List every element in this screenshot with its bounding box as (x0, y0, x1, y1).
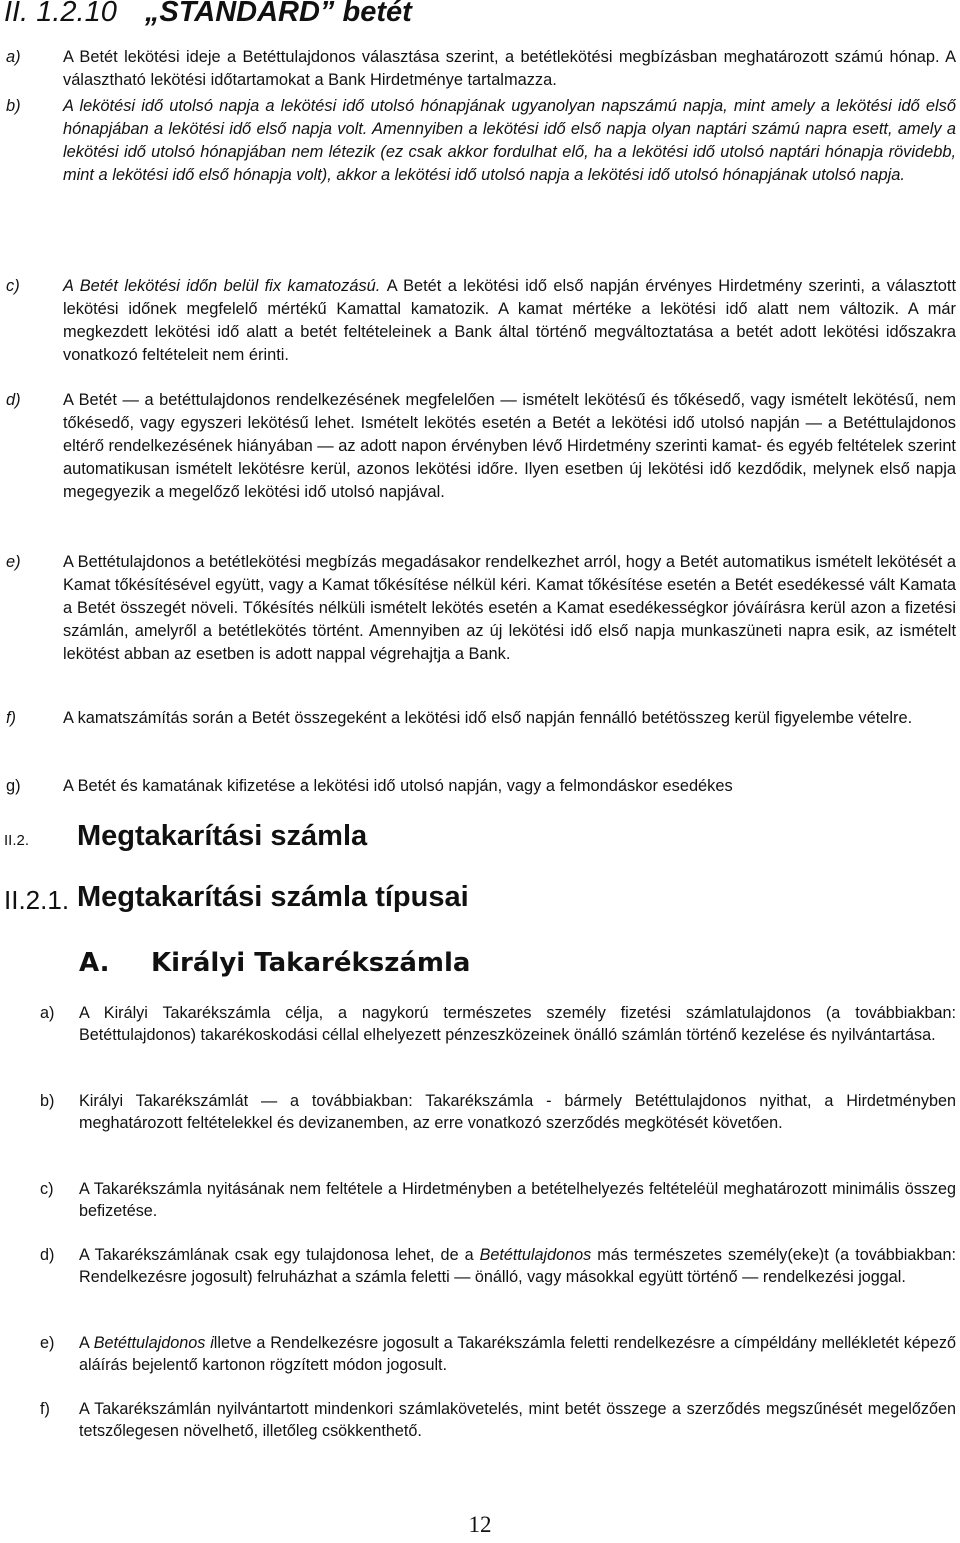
item-text: A Betét lekötési ideje a Betéttulajdonos választása szerint, a betétlekötési megbízásban meghatározott számú hónap. A választható lekötési időtartamokat a Bank Hirdetménye tartalmazza. (63, 48, 956, 89)
list-item (0, 1332, 960, 1398)
account-type-name: Királyi Takarékszámla (151, 948, 471, 978)
item-text: A Bettétulajdonos a betétlekötési megbízás megadásakor rendelkezhet arról, hogy a Betét automatikus ismételt lekötését a Kamat tőkésítésével együtt, vagy a Kamat tőkésítése nélkül kéri. Kamat tőkésítése esetén a Betét esedékessé vált Kamata a Betét összegét növeli. Tőkésítés nélküli ismételt lekötés esetén a Kamat esedékességkor jóváírásra kerül azon a fizetési számlán, amelyről a betétlekötés történt. Amennyiben az új lekötési idő első napja munkaszüneti napra esik, az ismételt lekötést abban az esetben is adott nappal végrehajtja a Bank. (63, 553, 956, 663)
item-text: A Betét ― a betéttulajdonos rendelkezésének megfelelően ― ismételt lekötésű és tőkésedő, vagy ismételt lekötésű, nem tőkésedő, vagy egyszeri lekötésű lehet. Ismételt lekötés esetén a Betét a lekötési idő utolsó napján ― a Betéttulajdonos eltérő rendelkezésének hiányában ― az adott napon érvényben lévő Hirdetmény szerinti kamat- és egyéb feltételek szerint automatikusan ismételt lekötésre kerül, azonos lekötési időre. Ilyen esetben új lekötési idő kezdődik, melynek első napja megegyezik a megelőző lekötési idő utolsó napjával. (63, 391, 956, 501)
item-label: b) (40, 1092, 55, 1110)
title-number: II. 1.2.10 (4, 0, 117, 28)
page-number: 12 (468, 1512, 492, 1537)
list-item (0, 1178, 960, 1244)
item-label: c) (6, 277, 20, 295)
item-label: f) (6, 709, 17, 727)
item-label: e) (6, 553, 21, 571)
item-text-part: más természetes személy(eke)t (a továbbiakban: Rendelkezésre jogosult) felruházhat a számla feletti ― önálló, vagy másokkal együtt történő ― rendelkezési joggal. (79, 1246, 956, 1286)
account-type-heading (79, 948, 470, 978)
savings-account-terms (0, 1002, 960, 1448)
list-item (0, 46, 960, 95)
item-label: d) (40, 1246, 55, 1264)
item-label: e) (40, 1334, 55, 1352)
list-item (0, 551, 960, 707)
list-item (0, 389, 960, 551)
item-label: a) (40, 1004, 55, 1022)
item-text-rest: A Betét a lekötési idő első napján érvényes Hirdetmény szerinti, a választott lekötési időnek megfelelő mértékű Kamattal kamatozik. A kamat mértéke a lekötési idő alatt nem változik. A már megkezdett lekötési idő alatt a betét feltételeinek a Bank által történő megváltoztatása a betét adott lekötési időszakra vonatkozó feltételeit nem érinti. (63, 277, 956, 364)
item-text-part: A (79, 1334, 94, 1352)
item-text-italic: A Betét lekötési időn belül fix kamatozású. (63, 277, 381, 295)
item-label: f) (40, 1400, 50, 1418)
item-label: b) (6, 97, 21, 115)
item-text-italic: Betéttulajdonos (479, 1246, 592, 1264)
item-text (63, 275, 956, 367)
item-text-italic: Betéttulajdonos i (93, 1334, 214, 1352)
list-item (0, 1002, 960, 1090)
item-text: A Takarékszámla nyitásának nem feltétele a Hirdetményben a betételhelyezés feltételéül meghatározott minimális összeg befizetése. (79, 1180, 956, 1220)
item-text (79, 1244, 956, 1288)
subsection-name: Megtakarítási számla típusai (77, 881, 469, 913)
list-item (0, 707, 960, 775)
list-item (0, 1398, 960, 1448)
section-number: II.2. (4, 832, 30, 849)
standard-deposit-terms (0, 46, 960, 805)
item-label: a) (6, 48, 21, 66)
list-item (0, 275, 960, 389)
item-text-part: A Takarékszámlának csak egy tulajdonosa lehet, de a (79, 1246, 480, 1264)
subsection-number: II.2.1. (4, 885, 70, 915)
item-label: c) (40, 1180, 54, 1198)
section-name: Megtakarítási számla (77, 820, 368, 852)
item-text-part: lletve a Rendelkezésre jogosult a Takarékszámla feletti rendelkezésre a címpéldány mellékletét képező aláírás bejelentő kartonon rögzített módon jogosult. (79, 1334, 956, 1374)
item-label: d) (6, 391, 21, 409)
item-text: A Királyi Takarékszámla célja, a nagykorú természetes személy fizetési számlatulajdonos (a továbbiakban: Betéttulajdonos) takarékoskodási céllal elhelyezett pénzeszközeinek önálló számlán történő kezelése és nyilvántartása. (79, 1004, 956, 1044)
item-label: g) (6, 777, 21, 795)
page-title (4, 0, 412, 29)
item-text: Királyi Takarékszámlát ― a továbbiakban: Takarékszámla - bármely Betéttulajdonos nyithat, a Hirdetményben meghatározott feltételekkel és devizanemben, az erre vonatkozó szerződés megkötését követően. (79, 1092, 956, 1132)
list-item (0, 95, 960, 275)
item-text: A kamatszámítás során a Betét összegeként a lekötési idő első napján fennálló betétösszeg kerül figyelembe vételre. (63, 709, 913, 727)
list-item (0, 775, 960, 805)
item-text: A lekötési idő utolsó napja a lekötési idő utolsó hónapjának ugyanolyan napszámú napja, mint amely a lekötési idő első hónapjában a lekötési idő első napja volt. Amennyiben a lekötési idő első napja olyan naptári számú napra esett, amely a lekötési idő utolsó hónapjában nem létezik (ez csak akkor fordulhat elő, ha a lekötési idő utolsó naptári hónapja rövidebb, mint a lekötési idő első hónapja volt), akkor a lekötési idő utolsó napja a lekötési idő utolsó hónapjának utolsó napja. (63, 97, 956, 184)
item-text (79, 1332, 956, 1376)
item-text: A Takarékszámlán nyilvántartott mindenkori számlakövetelés, mint betét összege a szerződés megszűnését megelőzően tetszőlegesen növelhető, illetőleg csökkenthető. (79, 1400, 956, 1440)
account-type-letter: A. (79, 948, 110, 978)
title-name: „STANDARD” betét (144, 0, 412, 28)
item-text: A Betét és kamatának kifizetése a lekötési idő utolsó napján, vagy a felmondáskor esedékes (63, 777, 733, 795)
list-item (0, 1090, 960, 1178)
list-item (0, 1244, 960, 1332)
